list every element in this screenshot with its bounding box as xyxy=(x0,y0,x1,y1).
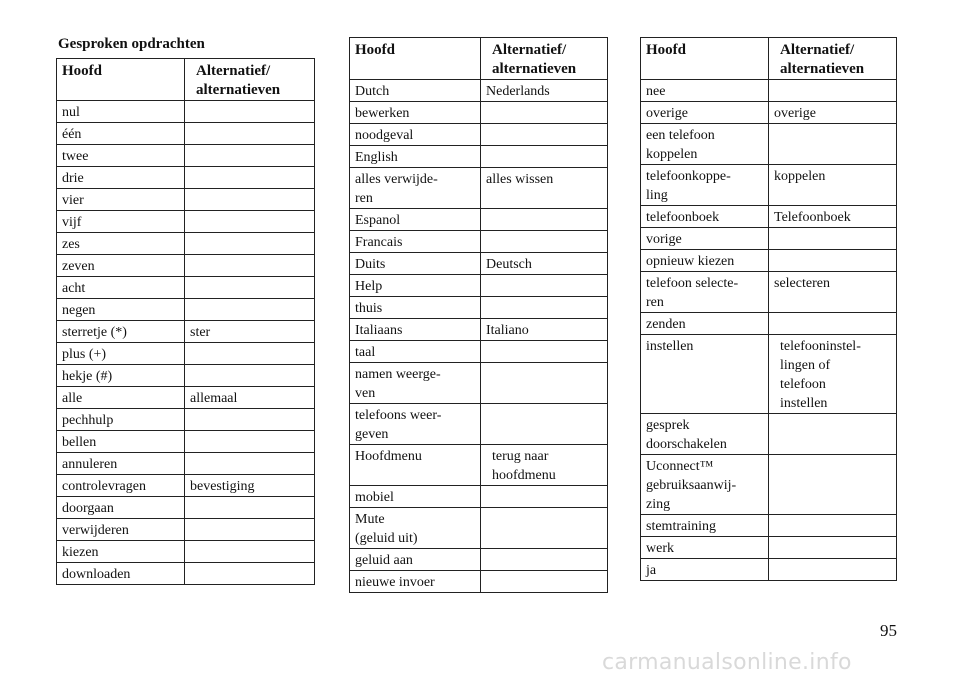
command-main-cell: thuis xyxy=(350,297,481,319)
table-row xyxy=(57,431,315,453)
table-row xyxy=(350,341,608,363)
command-alternative-cell xyxy=(185,123,315,145)
command-alternative-cell xyxy=(185,277,315,299)
table-row xyxy=(641,206,897,228)
table-row xyxy=(57,497,315,519)
table-row xyxy=(57,563,315,585)
header-alternatives: Alternatief/ alternatieven xyxy=(481,38,608,80)
command-alternative-cell xyxy=(185,255,315,277)
table-row xyxy=(641,313,897,335)
table-row xyxy=(641,165,897,206)
command-alternative-cell xyxy=(481,486,608,508)
command-alternative-cell xyxy=(185,145,315,167)
command-main-cell: Help xyxy=(350,275,481,297)
header-alternatives: Alternatief/ alternatieven xyxy=(185,59,315,101)
command-alternative-cell xyxy=(185,189,315,211)
command-alternative-cell: Nederlands xyxy=(481,80,608,102)
command-alternative-cell xyxy=(769,559,897,581)
table-row xyxy=(641,228,897,250)
table-row xyxy=(350,571,608,593)
table-row xyxy=(57,123,315,145)
page-number: 95 xyxy=(880,621,897,640)
table-row xyxy=(350,549,608,571)
command-main-cell: negen xyxy=(57,299,185,321)
command-main-cell: Duits xyxy=(350,253,481,275)
command-alternative-cell xyxy=(481,549,608,571)
command-main-cell: overige xyxy=(641,102,769,124)
command-alternative-cell xyxy=(769,313,897,335)
header-main: Hoofd xyxy=(57,59,185,101)
table-row xyxy=(350,404,608,445)
table-row xyxy=(641,124,897,165)
command-main-cell: werk xyxy=(641,537,769,559)
table-row xyxy=(57,321,315,343)
command-main-cell: Dutch xyxy=(350,80,481,102)
table-row xyxy=(57,475,315,497)
command-main-cell: twee xyxy=(57,145,185,167)
table-row xyxy=(350,363,608,404)
command-alternative-cell: bevestiging xyxy=(185,475,315,497)
table-row xyxy=(57,167,315,189)
header-main: Hoofd xyxy=(350,38,481,80)
command-main-cell: namen weerge- ven xyxy=(350,363,481,404)
command-alternative-cell xyxy=(185,541,315,563)
command-main-cell: kiezen xyxy=(57,541,185,563)
table-row xyxy=(641,515,897,537)
command-main-cell: taal xyxy=(350,341,481,363)
command-alternative-cell xyxy=(481,231,608,253)
table-row xyxy=(350,80,608,102)
command-main-cell: vijf xyxy=(57,211,185,233)
command-main-cell: alle xyxy=(57,387,185,409)
command-alternative-cell xyxy=(185,101,315,123)
command-main-cell: hekje (#) xyxy=(57,365,185,387)
table-row xyxy=(350,168,608,209)
command-alternative-cell xyxy=(481,124,608,146)
command-main-cell: vorige xyxy=(641,228,769,250)
command-main-cell: bellen xyxy=(57,431,185,453)
command-alternative-cell xyxy=(185,365,315,387)
command-main-cell: Espanol xyxy=(350,209,481,231)
command-main-cell: Uconnect™ gebruiksaanwij- zing xyxy=(641,455,769,515)
table-row xyxy=(641,537,897,559)
command-main-cell: ja xyxy=(641,559,769,581)
command-alternative-cell xyxy=(185,563,315,585)
table-row xyxy=(641,102,897,124)
command-alternative-cell xyxy=(185,409,315,431)
watermark: carmanualsonline.info xyxy=(602,650,852,675)
command-main-cell: zes xyxy=(57,233,185,255)
table-row xyxy=(57,255,315,277)
table-row xyxy=(57,145,315,167)
table-row xyxy=(641,559,897,581)
command-alternative-cell: terug naar hoofdmenu xyxy=(481,445,608,486)
command-main-cell: telefoonkoppe- ling xyxy=(641,165,769,206)
command-alternative-cell xyxy=(185,167,315,189)
command-alternative-cell xyxy=(769,414,897,455)
command-main-cell: English xyxy=(350,146,481,168)
command-alternative-cell: koppelen xyxy=(769,165,897,206)
command-main-cell: pechhulp xyxy=(57,409,185,431)
command-alternative-cell xyxy=(185,519,315,541)
table-row xyxy=(350,297,608,319)
command-alternative-cell xyxy=(481,102,608,124)
command-main-cell: zenden xyxy=(641,313,769,335)
command-alternative-cell: Telefoonboek xyxy=(769,206,897,228)
command-alternative-cell xyxy=(769,124,897,165)
command-main-cell: Francais xyxy=(350,231,481,253)
table-row xyxy=(57,541,315,563)
command-alternative-cell xyxy=(481,146,608,168)
command-alternative-cell xyxy=(769,250,897,272)
table-row xyxy=(57,365,315,387)
table-row xyxy=(57,409,315,431)
command-main-cell: doorgaan xyxy=(57,497,185,519)
command-alternative-cell xyxy=(185,343,315,365)
command-alternative-cell xyxy=(769,455,897,515)
command-main-cell: downloaden xyxy=(57,563,185,585)
command-main-cell: Hoofdmenu xyxy=(350,445,481,486)
table-row xyxy=(350,209,608,231)
voice-commands-table-3 xyxy=(640,37,897,581)
table-row xyxy=(350,253,608,275)
voice-commands-table-1 xyxy=(56,58,315,585)
command-main-cell: nieuwe invoer xyxy=(350,571,481,593)
table-row xyxy=(350,231,608,253)
table-row xyxy=(641,272,897,313)
command-alternative-cell xyxy=(481,297,608,319)
command-main-cell: drie xyxy=(57,167,185,189)
command-main-cell: één xyxy=(57,123,185,145)
command-alternative-cell xyxy=(481,404,608,445)
command-main-cell: gesprek doorschakelen xyxy=(641,414,769,455)
command-main-cell: bewerken xyxy=(350,102,481,124)
command-main-cell: nee xyxy=(641,80,769,102)
table-row xyxy=(57,519,315,541)
table-row xyxy=(350,508,608,549)
command-main-cell: Mute (geluid uit) xyxy=(350,508,481,549)
table-row xyxy=(641,455,897,515)
table-row xyxy=(641,414,897,455)
command-main-cell: mobiel xyxy=(350,486,481,508)
header-alternatives: Alternatief/ alternatieven xyxy=(769,38,897,80)
command-alternative-cell xyxy=(481,275,608,297)
table-row xyxy=(57,453,315,475)
command-main-cell: alles verwijde- ren xyxy=(350,168,481,209)
command-main-cell: sterretje (*) xyxy=(57,321,185,343)
command-main-cell: telefoonboek xyxy=(641,206,769,228)
command-main-cell: acht xyxy=(57,277,185,299)
voice-commands-table-2 xyxy=(349,37,608,593)
command-alternative-cell xyxy=(185,453,315,475)
table-row xyxy=(57,101,315,123)
command-alternative-cell xyxy=(481,209,608,231)
table-row xyxy=(350,486,608,508)
table-row xyxy=(57,211,315,233)
command-main-cell: annuleren xyxy=(57,453,185,475)
command-alternative-cell: selecteren xyxy=(769,272,897,313)
command-alternative-cell xyxy=(769,515,897,537)
command-alternative-cell: allemaal xyxy=(185,387,315,409)
command-main-cell: vier xyxy=(57,189,185,211)
header-main: Hoofd xyxy=(641,38,769,80)
command-alternative-cell xyxy=(481,508,608,549)
table-row xyxy=(57,299,315,321)
command-alternative-cell xyxy=(769,80,897,102)
command-main-cell: zeven xyxy=(57,255,185,277)
command-alternative-cell xyxy=(481,363,608,404)
table-row xyxy=(57,233,315,255)
command-alternative-cell xyxy=(769,537,897,559)
command-main-cell: plus (+) xyxy=(57,343,185,365)
table-row xyxy=(350,102,608,124)
command-main-cell: verwijderen xyxy=(57,519,185,541)
command-alternative-cell: alles wissen xyxy=(481,168,608,209)
table-row xyxy=(57,387,315,409)
page-title: Gesproken opdrachten xyxy=(58,36,205,52)
command-main-cell: Italiaans xyxy=(350,319,481,341)
table-row xyxy=(350,445,608,486)
command-alternative-cell: Deutsch xyxy=(481,253,608,275)
command-alternative-cell: overige xyxy=(769,102,897,124)
command-main-cell: opnieuw kiezen xyxy=(641,250,769,272)
command-alternative-cell xyxy=(185,233,315,255)
table-row xyxy=(641,250,897,272)
command-main-cell: controlevragen xyxy=(57,475,185,497)
command-main-cell: een telefoon koppelen xyxy=(641,124,769,165)
command-alternative-cell xyxy=(769,228,897,250)
command-alternative-cell xyxy=(185,497,315,519)
command-alternative-cell xyxy=(185,299,315,321)
command-main-cell: telefoons weer- geven xyxy=(350,404,481,445)
command-alternative-cell: Italiano xyxy=(481,319,608,341)
table-row xyxy=(641,80,897,102)
table-row xyxy=(57,277,315,299)
command-alternative-cell: telefooninstel- lingen of telefoon instellen xyxy=(769,335,897,414)
command-alternative-cell xyxy=(185,431,315,453)
command-main-cell: stemtraining xyxy=(641,515,769,537)
table-row xyxy=(641,335,897,414)
table-row xyxy=(350,146,608,168)
command-alternative-cell xyxy=(481,341,608,363)
command-main-cell: nul xyxy=(57,101,185,123)
table-row xyxy=(350,124,608,146)
table-row xyxy=(57,189,315,211)
command-main-cell: instellen xyxy=(641,335,769,414)
command-alternative-cell xyxy=(481,571,608,593)
command-main-cell: geluid aan xyxy=(350,549,481,571)
command-alternative-cell xyxy=(185,211,315,233)
command-alternative-cell: ster xyxy=(185,321,315,343)
table-row xyxy=(57,343,315,365)
table-row xyxy=(350,275,608,297)
table-row xyxy=(350,319,608,341)
command-main-cell: telefoon selecte- ren xyxy=(641,272,769,313)
command-main-cell: noodgeval xyxy=(350,124,481,146)
